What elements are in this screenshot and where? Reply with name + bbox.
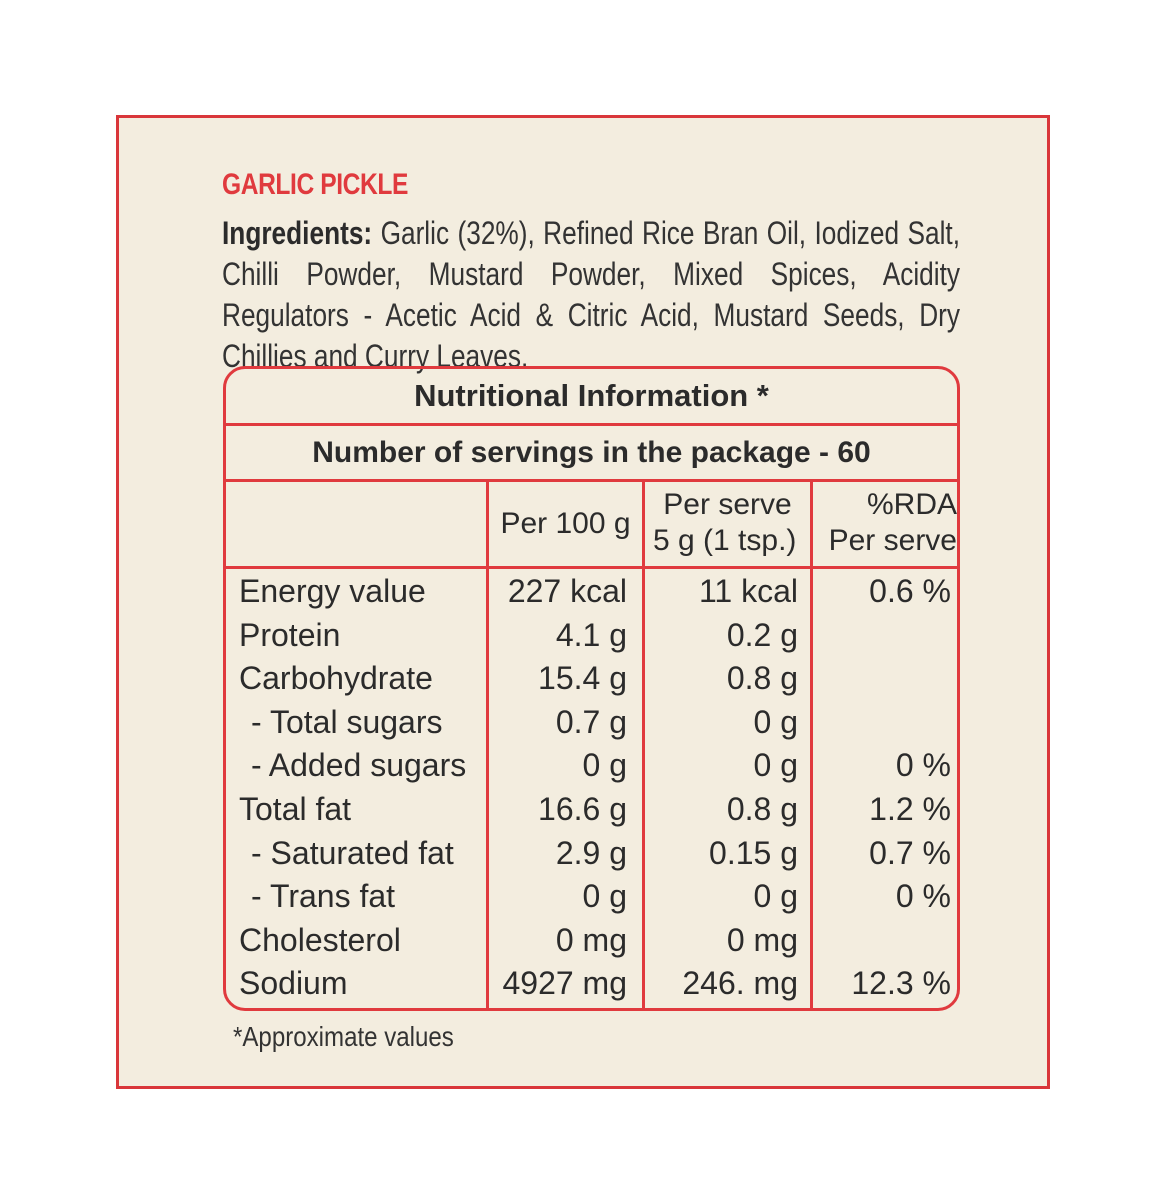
nutrient-name: Total fat (239, 791, 352, 827)
table-row (226, 747, 957, 791)
value-per100: 15.4 g (538, 660, 627, 697)
nutrition-title: Nutritional Information * (414, 378, 769, 413)
label-panel (116, 115, 1050, 1089)
value-per100: 0 mg (555, 921, 627, 958)
perserve-line1: Per serve (663, 488, 792, 521)
perserve-line2: 5 g (1 tsp.) (653, 524, 797, 557)
value-perserve: 0 g (753, 747, 798, 784)
nutrient-name: - Total sugars (251, 703, 443, 740)
nutrient-name: Carbohydrate (239, 660, 433, 697)
value-perserve: 0.8 g (726, 660, 798, 697)
nutrition-table (223, 366, 960, 1011)
value-per100: 227 kcal (507, 573, 627, 609)
table-row (226, 965, 957, 1009)
value-perserve: 0 g (753, 878, 798, 915)
column-header-perserve (645, 482, 810, 566)
value-per100: 0 g (582, 747, 627, 784)
value-perserve: 0.2 g (726, 616, 798, 653)
divider (226, 566, 957, 569)
value-per100: 2.9 g (555, 834, 627, 871)
value-rda: 0.6 % (869, 573, 951, 609)
rda-line1: %RDA (866, 488, 957, 521)
value-rda: 0 % (895, 747, 951, 784)
nutrient-name: - Trans fat (251, 878, 396, 915)
column-header-per100: Per 100 g (500, 507, 631, 540)
value-perserve: 0.8 g (726, 791, 798, 827)
ingredients-label: Ingredients: (222, 215, 373, 251)
table-row (226, 922, 957, 966)
column-header-rda (813, 482, 957, 566)
product-title: GARLIC PICKLE (222, 168, 409, 201)
table-row (226, 573, 957, 617)
value-per100: 4927 mg (502, 965, 627, 1002)
nutrient-name: - Saturated fat (251, 834, 454, 871)
table-row (226, 791, 957, 835)
value-perserve: 246. mg (682, 965, 798, 1002)
nutrient-name: Cholesterol (239, 921, 401, 958)
table-row (226, 835, 957, 879)
table-row (226, 617, 957, 661)
value-per100: 4.1 g (555, 616, 627, 653)
servings-count: Number of servings in the package - 60 (312, 436, 871, 469)
table-row (226, 660, 957, 704)
rda-line2: Per serve (828, 524, 957, 557)
table-row (226, 704, 957, 748)
nutrient-name: Sodium (239, 965, 348, 1002)
value-rda: 1.2 % (869, 791, 951, 827)
ingredients-block (222, 213, 960, 377)
footnote: *Approximate values (233, 1021, 454, 1052)
ingredients-text: Garlic (32%), Refined Rice Bran Oil, Iodized Salt, Chilli Powder, Mustard Powder, Mixed Spices, Acidity Regulators - Acetic Acid & Citric Acid, Mustard Seeds, Dry Chillies and Curry Leaves. (222, 215, 961, 374)
nutrient-name: - Added sugars (251, 747, 467, 784)
value-per100: 0.7 g (555, 703, 627, 740)
value-perserve: 11 kcal (698, 573, 798, 609)
value-rda: 0.7 % (869, 834, 951, 871)
nutrient-name: Energy value (239, 573, 426, 609)
value-per100: 16.6 g (538, 791, 627, 827)
value-perserve: 0 mg (726, 921, 798, 958)
value-per100: 0 g (582, 878, 627, 915)
nutrient-name: Protein (239, 616, 341, 653)
value-perserve: 0.15 g (709, 834, 798, 871)
table-row (226, 878, 957, 922)
value-rda: 0 % (895, 878, 951, 915)
value-perserve: 0 g (753, 703, 798, 740)
value-rda: 12.3 % (851, 965, 951, 1002)
